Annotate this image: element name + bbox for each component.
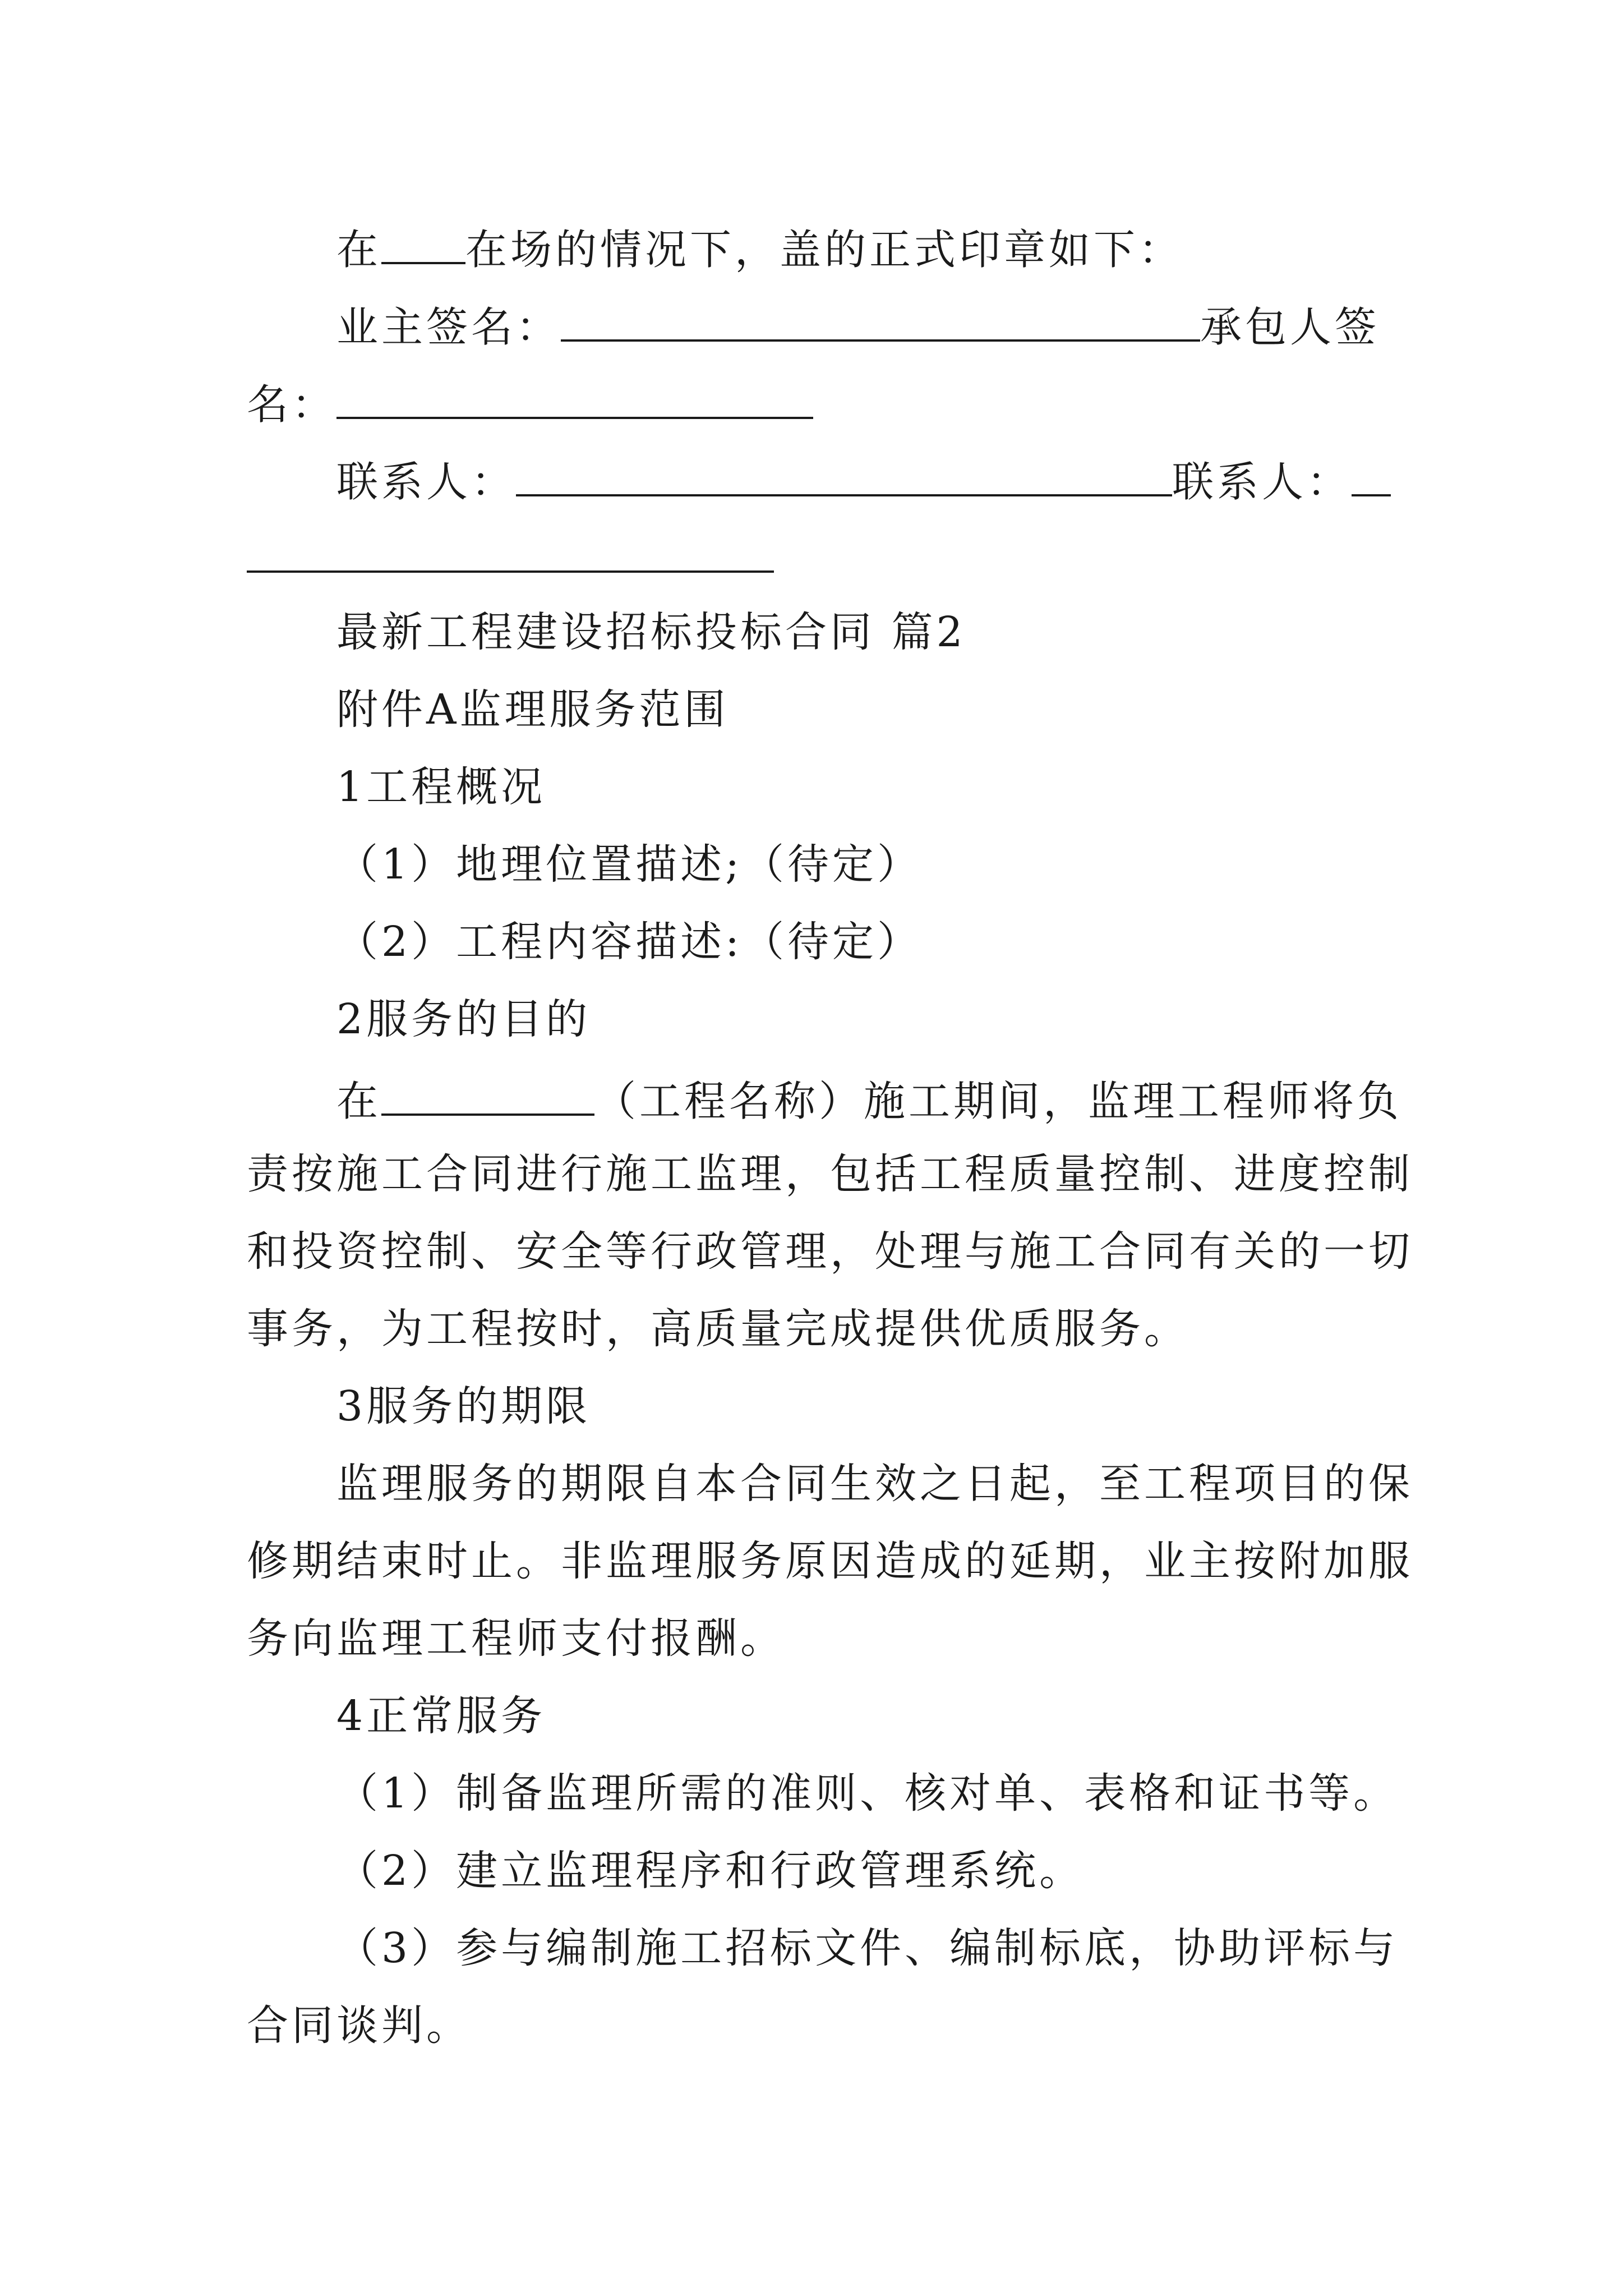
contact-blank-2-start bbox=[1352, 457, 1391, 496]
project-name-blank bbox=[381, 1076, 594, 1116]
sign-intro-after: 在场的情况下，盖的正式印章如下： bbox=[465, 226, 1183, 274]
service-item-3-line-1: （3）参与编制施工招标文件、编制标底，协助评标与 bbox=[336, 1924, 1399, 1972]
heading-service-period: 3服务的期限 bbox=[336, 1382, 591, 1430]
purpose-line-3: 和投资控制、安全等行政管理，处理与施工合同有关的一切 bbox=[247, 1227, 1413, 1276]
contractor-sign-label-end: 名： bbox=[247, 380, 336, 429]
contact-label: 联系人： bbox=[336, 458, 516, 507]
period-line-3: 务向监理工程师支付报酬。 bbox=[247, 1614, 785, 1663]
contractor-sign-label-start: 承包人签 bbox=[1200, 303, 1380, 352]
purpose-line-1 bbox=[336, 1076, 1402, 1126]
service-item-3-line-2: 合同谈判。 bbox=[247, 2001, 471, 2050]
service-item-2: （2）建立监理程序和行政管理系统。 bbox=[336, 1847, 1085, 1895]
sign-intro-line bbox=[336, 224, 1183, 274]
contact-line bbox=[336, 457, 1391, 507]
service-item-1: （1）制备监理所需的准则、核对单、表格和证书等。 bbox=[336, 1769, 1399, 1818]
purpose-start: 在 bbox=[336, 1077, 381, 1126]
item-location: （1）地理位置描述;（待定） bbox=[336, 840, 923, 889]
purpose-line-1-rest: （工程名称）施工期间，监理工程师将负 bbox=[594, 1077, 1402, 1126]
contact-blank-continued bbox=[247, 533, 774, 579]
owner-sign-label: 业主签名： bbox=[336, 303, 561, 352]
section-title: 最新工程建设招标投标合同 篇2 bbox=[336, 608, 966, 656]
item-content: （2）工程内容描述:（待定） bbox=[336, 918, 923, 966]
blank-line bbox=[381, 224, 465, 264]
purpose-line-4: 事务，为工程按时，高质量完成提供优质服务。 bbox=[247, 1305, 1189, 1353]
heading-project-overview: 1工程概况 bbox=[336, 763, 546, 811]
sign-intro-before: 在 bbox=[336, 226, 381, 274]
contact-blank-2-end bbox=[247, 533, 774, 573]
contractor-sign-line bbox=[247, 379, 813, 429]
annex-title: 附件A监理服务范围 bbox=[336, 685, 729, 734]
contact-blank bbox=[516, 457, 1172, 496]
contractor-sign-blank bbox=[336, 379, 813, 419]
contact-label-2: 联系人： bbox=[1172, 458, 1352, 507]
owner-sign-line bbox=[336, 302, 1380, 352]
heading-service-purpose: 2服务的目的 bbox=[336, 995, 591, 1043]
purpose-line-2: 责按施工合同进行施工监理，包括工程质量控制、进度控制 bbox=[247, 1150, 1413, 1198]
period-line-1: 监理服务的期限自本合同生效之日起，至工程项目的保 bbox=[336, 1460, 1413, 1508]
period-line-2: 修期结束时止。非监理服务原因造成的延期，业主按附加服 bbox=[247, 1537, 1413, 1585]
owner-sign-blank bbox=[561, 302, 1200, 342]
heading-normal-service: 4正常服务 bbox=[336, 1692, 546, 1740]
